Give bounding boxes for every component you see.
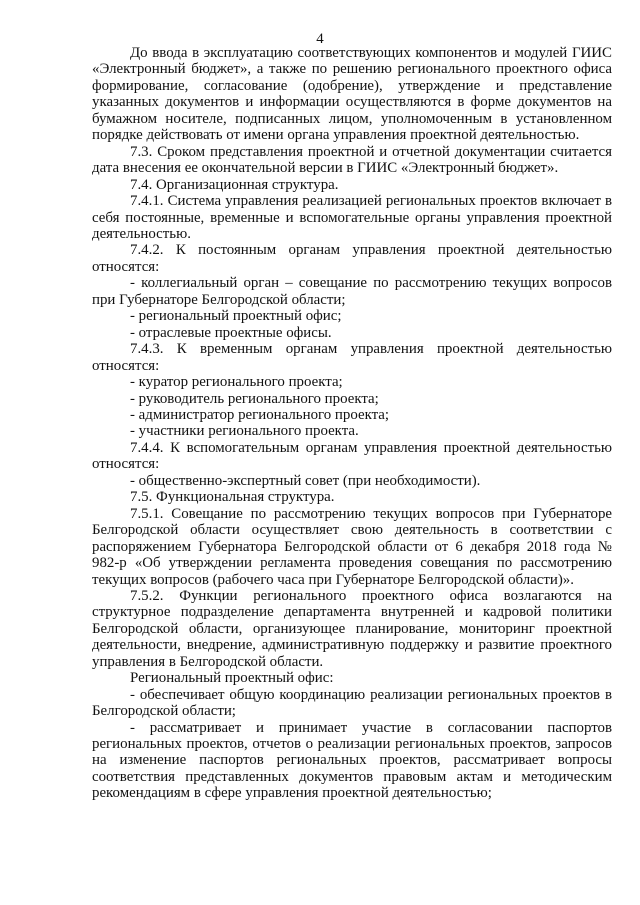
- paragraph: 7.5.2. Функции регионального проектного офиса возлагаются на структурное подразделение департамента внутренней и кадровой политики Белгородской области, организующее планирование, мониторинг проектной деятельности, внедрение, административную поддержку и развитие проектного управления в Белгородской области.: [92, 587, 612, 670]
- list-item: - участники регионального проекта.: [130, 423, 359, 440]
- list-item: - отраслевые проектные офисы.: [130, 324, 332, 341]
- list-item: - региональный проектный офис;: [130, 308, 342, 325]
- list-item: - рассматривает и принимает участие в согласовании паспортов региональных проектов, отчетов о реализации региональных проектов, запросов на изменение паспортов региональных проектов, рассматривает вопросы соответствия представленных документов правовым актам и методическим рекомендациям в сфере управления проектной деятельностью;: [92, 719, 612, 802]
- list-item: - общественно-экспертный совет (при необходимости).: [130, 472, 481, 489]
- paragraph: 7.4.4. К вспомогательным органам управления проектной деятельностью относятся:: [92, 439, 612, 473]
- paragraph: 7.4.3. К временным органам управления проектной деятельностью относятся:: [92, 341, 612, 374]
- paragraph: 7.5.1. Совещание по рассмотрению текущих вопросов при Губернаторе Белгородской области осуществляет свою деятельность в соответствии с распоряжением Губернатора Белгородской области от 6 декабря 2018 года № 982-р «Об утверждении регламента проведения совещания по рассмотрению текущих вопросов (рабочего часа при Губернаторе Белгородской области)».: [92, 505, 612, 588]
- list-item: - обеспечивает общую координацию реализации региональных проектов в Белгородской области;: [92, 686, 612, 720]
- list-item: - руководитель регионального проекта;: [130, 390, 379, 407]
- paragraph: 7.4.1. Система управления реализацией региональных проектов включает в себя постоянные, временные и вспомогательные органы управления проектной деятельностью.: [92, 193, 612, 242]
- paragraph: 7.4.2. К постоянным органам управления проектной деятельностью относятся:: [92, 242, 612, 275]
- paragraph: 7.4. Организационная структура.: [130, 176, 339, 193]
- list-item: - коллегиальный орган – совещание по рассмотрению текущих вопросов при Губернаторе Белгородской области;: [92, 275, 612, 308]
- paragraph: Региональный проектный офис:: [130, 670, 334, 687]
- page-number: 4: [316, 31, 324, 47]
- list-item: - администратор регионального проекта;: [130, 406, 390, 423]
- paragraph: До ввода в эксплуатацию соответствующих компонентов и модулей ГИИС «Электронный бюджет», а также по решению регионального проектного офиса формирование, согласование (одобрение), утверждение и представление указанных документов и информации осуществляются в форме документов на бумажном носителе, подписанных лицом, уполномоченным в установленном порядке действовать от имени органа управления проектной деятельностью.: [92, 45, 612, 144]
- paragraph: 7.5. Функциональная структура.: [130, 489, 335, 506]
- document-body: [92, 45, 612, 802]
- list-item: - куратор регионального проекта;: [130, 374, 343, 391]
- paragraph: 7.3. Сроком представления проектной и отчетной документации считается дата внесения ее окончательной версии в ГИИС «Электронный бюджет».: [92, 143, 612, 177]
